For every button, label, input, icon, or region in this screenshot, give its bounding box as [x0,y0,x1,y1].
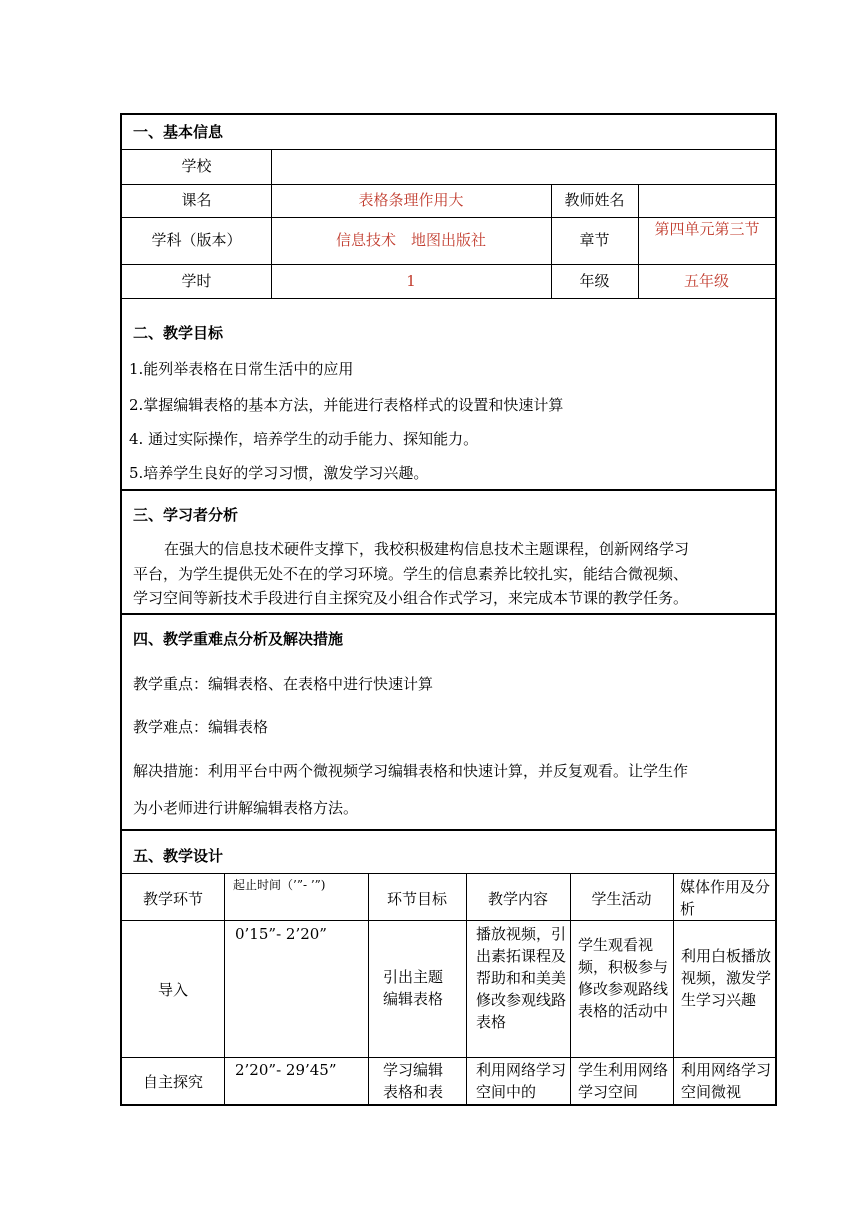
divider [122,298,775,299]
key-point-text: 教学重点：编辑表格、在表格中进行快速计算 [133,675,434,693]
subject-label: 学科（版本） [151,231,242,249]
solution-text: 解决措施：利用平台中两个微视频学习编辑表格和快速计算，并反复观看。让学生作 [133,762,689,780]
section-title-teaching-goals: 二、教学目标 [133,324,224,342]
teacher-label: 教师姓名 [564,191,625,209]
goal-item: 1.能列举表格在日常生活中的应用 [129,360,354,378]
divider [122,264,775,265]
column-header: 起止时间（’”- ’”) [233,878,326,892]
column-header: 媒体作用及分析 [680,878,771,918]
table-cell-stage: 自主探究 [142,1073,203,1091]
table-cell-content: 利用网络学习空间中的 [476,1061,567,1101]
section-title-key-difficult-points: 四、教学重难点分析及解决措施 [133,630,344,648]
table-cell-goal: 学习编辑表格和表 [383,1061,444,1101]
table-cell-content: 播放视频，引出素拓课程及帮助和和美美修改参观线路表格 [476,925,567,1031]
divider [122,149,775,150]
divider [673,873,674,1104]
chapter-value: 第四单元第三节 [654,220,760,238]
divider [122,829,775,831]
school-label: 学校 [181,157,212,175]
divider [122,1057,775,1058]
course-value: 表格条理作用大 [358,191,464,209]
table-cell-activity: 学生观看视频，积极参与修改参观路线表格的活动中 [578,936,669,1020]
difficulty-text: 教学难点：编辑表格 [133,718,269,736]
table-cell-time: 0’15”- 2’20” [235,925,327,943]
column-header: 环节目标 [386,890,447,908]
document-frame [121,114,776,1105]
table-cell-activity: 学生利用网络学习空间 [578,1061,669,1101]
divider [224,873,225,1104]
section-title-learner-analysis: 三、学习者分析 [133,506,239,524]
column-header: 教学内容 [487,890,548,908]
section-title-teaching-design: 五、教学设计 [133,847,224,865]
course-label: 课名 [181,191,212,209]
divider [122,920,775,921]
hours-label: 学时 [181,272,212,290]
divider [122,489,775,491]
grade-value: 五年级 [683,272,729,290]
solution-text: 为小老师进行讲解编辑表格方法。 [133,799,359,817]
goal-item: 4. 通过实际操作，培养学生的动手能力、探知能力。 [129,430,479,448]
column-header: 教学环节 [142,890,203,908]
table-cell-time: 2’20”- 29’45” [235,1061,337,1079]
subject-value: 信息技术 地图出版社 [335,231,486,249]
table-cell-goal: 引出主题编辑表格 [383,968,444,1008]
divider [122,184,775,185]
goal-item: 5.培养学生良好的学习习惯，激发学习兴趣。 [129,464,429,482]
chapter-label: 章节 [579,231,610,249]
table-cell-stage: 导入 [157,981,188,999]
analysis-line: 平台，为学生提供无处不在的学习环境。学生的信息素养比较扎实，能结合微视频、 [133,565,689,583]
table-cell-media: 利用白板播放视频，激发学生学习兴趣 [681,947,772,1009]
section-title-basic-info: 一、基本信息 [133,123,224,141]
table-cell-media: 利用网络学习空间微视 [681,1061,772,1101]
goal-item: 2.掌握编辑表格的基本方法，并能进行表格样式的设置和快速计算 [129,396,564,414]
divider [122,613,775,615]
grade-label: 年级 [579,272,610,290]
column-header: 学生活动 [591,890,652,908]
analysis-line: 在强大的信息技术硬件支撑下，我校积极建构信息技术主题课程，创新网络学习 [164,540,690,558]
divider [122,873,775,874]
hours-value: 1 [406,272,416,290]
analysis-line: 学习空间等新技术手段进行自主探究及小组合作式学习，来完成本节课的教学任务。 [133,589,689,607]
